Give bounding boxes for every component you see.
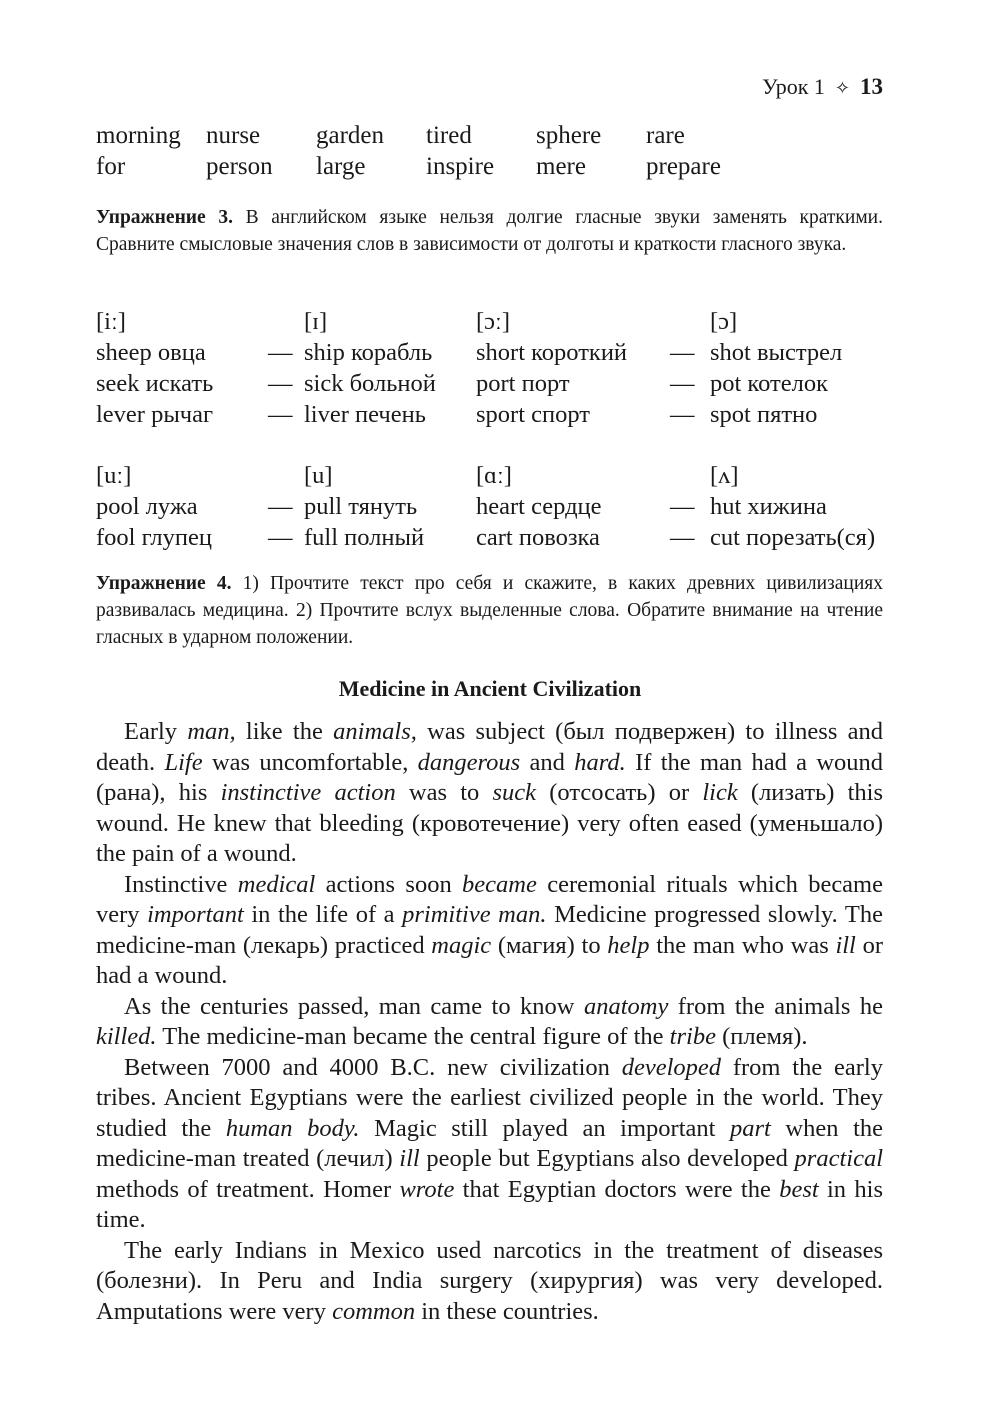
dash: — xyxy=(268,401,293,428)
highlighted-word: animals, xyxy=(333,718,417,745)
highlighted-word: dangerous xyxy=(417,748,521,776)
highlighted-word: became xyxy=(462,870,537,898)
exercise-3 xyxy=(96,204,883,258)
highlighted-word: ill xyxy=(399,1145,420,1172)
text-run: from the animals he xyxy=(668,992,883,1020)
lesson-label: Урок 1 xyxy=(762,74,825,99)
word-pair-cell: hut хижина xyxy=(710,493,827,520)
text-run: The medicine-man became the central figure of the xyxy=(156,1023,670,1050)
text-run: Magic still played an important xyxy=(359,1114,731,1142)
text-run: or had a wound. xyxy=(96,931,883,989)
word: garden xyxy=(316,122,385,149)
word-pair-cell: seek искать xyxy=(96,370,214,397)
highlighted-word: important xyxy=(147,901,244,928)
highlighted-word: wrote xyxy=(399,1175,455,1203)
reading-text xyxy=(96,717,883,1327)
word-pair-cell: spot пятно xyxy=(710,401,818,428)
highlighted-word: primitive man. xyxy=(402,901,547,928)
highlighted-word: help xyxy=(607,931,650,959)
word: morning xyxy=(96,122,181,149)
text-run: the man who was xyxy=(649,931,836,959)
word-pair-cell: sport спорт xyxy=(476,401,590,428)
paragraph xyxy=(96,717,883,870)
word-pair-cell: heart сердце xyxy=(476,493,602,520)
highlighted-word: medical xyxy=(237,870,316,898)
pair-row xyxy=(96,368,842,399)
vowel-pairs-table-1 xyxy=(96,306,842,430)
paragraph xyxy=(96,1236,883,1328)
text-run: (магия) to xyxy=(491,931,608,959)
phoneme: [ɑː] xyxy=(476,462,512,489)
highlighted-word: part xyxy=(730,1114,771,1142)
word-pair-cell: pool лужа xyxy=(96,493,198,520)
dash: — xyxy=(670,401,695,428)
word: mere xyxy=(536,153,586,180)
highlighted-word: developed xyxy=(621,1053,722,1081)
exercise-4 xyxy=(96,570,883,651)
word: person xyxy=(206,153,273,180)
word-pair-cell: pot котелок xyxy=(710,370,828,397)
text-run: in his time. xyxy=(96,1175,883,1233)
word-pair-cell: sick больной xyxy=(304,370,436,397)
paragraph xyxy=(96,1053,883,1236)
text-run: As the centuries passed, man came to know xyxy=(124,992,584,1020)
word: sphere xyxy=(536,122,602,149)
pair-row xyxy=(96,491,875,522)
text-run: in these countries. xyxy=(415,1297,599,1325)
phoneme: [iː] xyxy=(96,308,126,335)
text-run: actions soon xyxy=(315,870,463,898)
phoneme: [uː] xyxy=(96,462,132,489)
dash: — xyxy=(268,524,293,551)
text-run: people but Egyptians also developed xyxy=(419,1145,795,1172)
word-pair-cell: sheep овца xyxy=(96,339,206,366)
text-run: The early Indians in Mexico used narcotics in the treatment of diseases (болезни). In Peru and India surgery (хирургия) was very developed. Amputations were very xyxy=(96,1236,883,1325)
exercise-label: Упражнение 4. xyxy=(96,573,232,594)
text-run: was to xyxy=(395,779,493,806)
dash: — xyxy=(670,493,695,520)
highlighted-word: magic xyxy=(431,931,492,959)
word-pair-cell: port порт xyxy=(476,370,570,397)
word: for xyxy=(96,153,126,180)
highlighted-word: human body. xyxy=(225,1114,360,1142)
dash: — xyxy=(268,493,293,520)
highlighted-word: hard. xyxy=(574,748,626,776)
text-run: (отсосать) or xyxy=(536,779,703,806)
dash: — xyxy=(670,524,695,551)
reading-title: Medicine in Ancient Civilization xyxy=(338,676,642,701)
pair-row xyxy=(96,399,842,430)
exercise-text: 1) Прочтите текст про себя и скажите, в каких древних цивилизациях развивалась медицина. 2) Прочтите вслух выделенные слова. Обратите внимание на чтение гласных в ударном положении. xyxy=(96,573,883,648)
text-run: and xyxy=(520,748,575,776)
dash: — xyxy=(670,370,695,397)
highlighted-word: Life xyxy=(164,748,203,776)
word: inspire xyxy=(426,153,495,180)
text-run: methods of treatment. Homer xyxy=(96,1175,400,1203)
text-run: was uncomfortable, xyxy=(202,748,418,776)
text-run: Early xyxy=(124,718,188,745)
text-run: (племя). xyxy=(715,1023,808,1050)
text-run: in the life of a xyxy=(243,901,403,928)
exercise-label: Упражнение 3. xyxy=(96,207,233,228)
word-row xyxy=(96,151,756,182)
text-run: If the man had a wound (рана), his xyxy=(96,748,884,806)
dash: — xyxy=(268,370,293,397)
word-pair-cell: short короткий xyxy=(476,339,628,366)
phoneme: [ʌ] xyxy=(710,462,739,489)
paragraph xyxy=(96,870,883,992)
word-pair-cell: liver печень xyxy=(304,401,426,428)
pair-row xyxy=(96,337,842,368)
word-pair-cell: fool глупец xyxy=(96,524,212,551)
dash: — xyxy=(670,339,695,366)
highlighted-word: instinctive action xyxy=(220,779,396,806)
separator-icon: ✧ xyxy=(834,78,850,98)
dash: — xyxy=(268,339,293,366)
exercise-text: В английском языке нельзя долгие гласные звуки заменять краткими. Сравните смысловые значения слов в зависимости от долготы и краткости гласного звука. xyxy=(96,207,883,255)
phoneme: [ɪ] xyxy=(304,308,328,335)
word-pair-cell: full полный xyxy=(304,524,425,551)
phonetic-header-row xyxy=(96,306,842,337)
highlighted-word: best xyxy=(779,1175,819,1203)
phoneme: [ɔ] xyxy=(710,308,738,335)
word-pair-cell: shot выстрел xyxy=(710,339,843,366)
highlighted-word: tribe xyxy=(669,1023,716,1050)
pair-row xyxy=(96,522,875,553)
text-run: Medicine progressed slowly. The medicine-man (лекарь) practiced xyxy=(96,901,883,959)
word-pair-cell: cart повозка xyxy=(476,524,600,551)
phoneme: [u] xyxy=(304,462,333,489)
word: large xyxy=(316,153,366,180)
highlighted-word: killed. xyxy=(96,1023,157,1050)
paragraph xyxy=(96,992,883,1053)
word: rare xyxy=(646,122,685,149)
text-run: like the xyxy=(235,718,334,745)
word-pair-cell: pull тянуть xyxy=(304,493,418,520)
text-run: Instinctive xyxy=(124,870,238,898)
phoneme: [ɔː] xyxy=(476,308,510,335)
vowel-pairs-table-2 xyxy=(96,460,875,553)
highlighted-word: anatomy xyxy=(583,992,669,1020)
page-number: 13 xyxy=(860,74,883,99)
text-run: ceremonial rituals which became very xyxy=(96,870,883,928)
word-pair-cell: ship корабль xyxy=(304,339,433,366)
highlighted-word: ill xyxy=(835,931,856,959)
highlighted-word: practical xyxy=(794,1145,884,1172)
word-pair-cell: cut порезать(ся) xyxy=(710,524,876,551)
word: prepare xyxy=(646,153,721,180)
highlighted-word: common xyxy=(332,1297,416,1325)
word-pair-cell: lever рычаг xyxy=(96,401,214,428)
highlighted-word: suck xyxy=(492,779,537,806)
highlighted-word: man, xyxy=(187,718,236,745)
text-run: when the medicine-man treated (лечил) xyxy=(96,1114,884,1172)
word-list xyxy=(96,120,756,182)
text-run: (лизать) this wound. He knew that bleeding (кровотечение) very often eased (уменьшало) the pain of a wound. xyxy=(96,779,883,867)
word-row xyxy=(96,120,756,151)
text-run: from the early tribes. Ancient Egyptians were the earliest civilized people in the world. They studied the xyxy=(96,1053,883,1142)
text-run: Between 7000 and 4000 B.C. new civilization xyxy=(124,1053,622,1081)
text-run: that Egyptian doctors were the xyxy=(454,1175,780,1203)
word: tired xyxy=(426,122,472,149)
text-run: was subject (был подвержен) to illness and death. xyxy=(96,718,884,776)
page-header xyxy=(762,74,883,100)
highlighted-word: lick xyxy=(702,779,738,806)
word: nurse xyxy=(206,122,261,149)
phonetic-header-row xyxy=(96,460,875,491)
